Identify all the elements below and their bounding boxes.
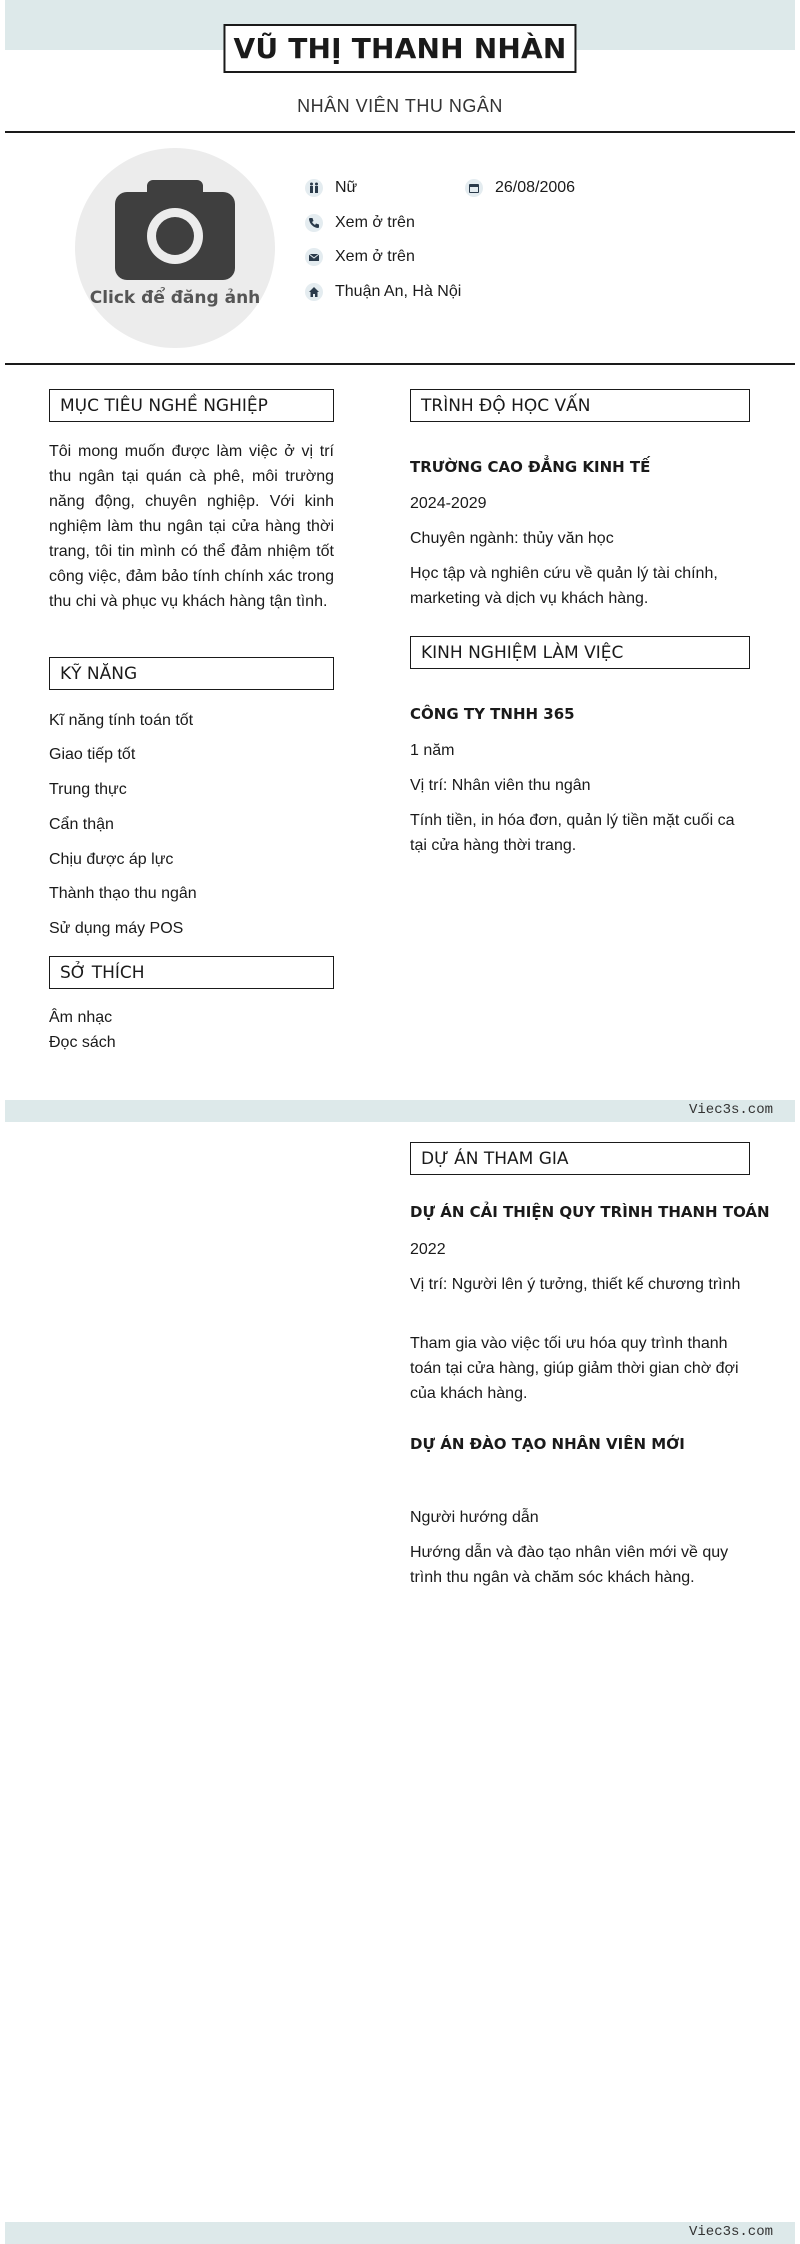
skill-item: Kĩ năng tính toán tốt bbox=[49, 712, 194, 729]
education-period: 2024-2029 bbox=[410, 495, 487, 512]
skill-item: Thành thạo thu ngân bbox=[49, 885, 197, 902]
education-heading: TRÌNH ĐỘ HỌC VẤN bbox=[410, 389, 750, 422]
objective-text: Tôi mong muốn được làm việc ở vị trí thu ngân tại quán cà phê, môi trường năng động, chuyên nghiệp. Với kinh nghiệm làm thu ngân tại cửa hàng thời trang, tôi tin mình có thể đảm nhiệm tốt công việc, đảm bảo tính chính xác trong thu chi và phục vụ khách hàng tận tình. bbox=[49, 443, 334, 610]
experience-heading: KINH NGHIỆM LÀM VIỆC bbox=[410, 636, 750, 669]
education-major: Chuyên ngành: thủy văn học bbox=[410, 530, 614, 547]
avatar-upload[interactable] bbox=[75, 148, 275, 348]
header-divider bbox=[5, 131, 795, 133]
job-title: NHÂN VIÊN THU NGÂN bbox=[297, 96, 503, 116]
address-info bbox=[305, 283, 461, 301]
email-value: Xem ở trên bbox=[335, 248, 415, 265]
camera-icon bbox=[115, 176, 235, 280]
objective-heading: MỤC TIÊU NGHỀ NGHIỆP bbox=[49, 389, 334, 422]
education-school: TRƯỜNG CAO ĐẲNG KINH TẾ bbox=[410, 458, 651, 476]
email-icon bbox=[305, 248, 323, 266]
experience-duration: 1 năm bbox=[410, 742, 455, 759]
experience-position: Vị trí: Nhân viên thu ngân bbox=[410, 777, 591, 794]
candidate-name: VŨ THỊ THANH NHÀN bbox=[223, 24, 576, 73]
project-description: Hướng dẫn và đào tạo nhân viên mới về quy trình thu ngân và chăm sóc khách hàng. bbox=[410, 1544, 729, 1586]
phone-info bbox=[305, 214, 415, 232]
project-role: Vị trí: Người lên ý tưởng, thiết kế chương trình bbox=[410, 1276, 741, 1293]
hobbies-heading: SỞ THÍCH bbox=[49, 956, 334, 989]
birthdate-value: 26/08/2006 bbox=[495, 179, 576, 196]
skill-item: Trung thực bbox=[49, 781, 127, 798]
hobby-item: Âm nhạc bbox=[49, 1009, 113, 1026]
skills-heading: KỸ NĂNG bbox=[49, 657, 334, 690]
gender-icon bbox=[305, 179, 323, 197]
gender-info bbox=[305, 179, 357, 197]
site-watermark: Viec3s.com bbox=[688, 1102, 773, 1118]
project-name: DỰ ÁN ĐÀO TẠO NHÂN VIÊN MỚI bbox=[410, 1435, 685, 1453]
address-value: Thuận An, Hà Nội bbox=[335, 283, 462, 300]
skill-item: Cẩn thận bbox=[49, 816, 114, 833]
project-year: 2022 bbox=[410, 1241, 446, 1258]
projects-heading: DỰ ÁN THAM GIA bbox=[410, 1142, 750, 1175]
experience-description: Tính tiền, in hóa đơn, quản lý tiền mặt cuối ca tại cửa hàng thời trang. bbox=[410, 812, 735, 854]
home-icon bbox=[305, 283, 323, 301]
phone-icon bbox=[305, 214, 323, 232]
experience-company: CÔNG TY TNHH 365 bbox=[410, 705, 575, 723]
avatar-caption: Click để đăng ảnh bbox=[89, 288, 261, 308]
phone-value: Xem ở trên bbox=[335, 214, 415, 231]
skill-item: Chịu được áp lực bbox=[49, 851, 174, 868]
education-description: Học tập và nghiên cứu về quản lý tài chính, marketing và dịch vụ khách hàng. bbox=[410, 565, 718, 607]
skill-item: Giao tiếp tốt bbox=[49, 746, 136, 763]
gender-value: Nữ bbox=[335, 179, 358, 196]
calendar-icon bbox=[465, 179, 483, 197]
info-divider bbox=[5, 363, 795, 365]
project-description: Tham gia vào việc tối ưu hóa quy trình thanh toán tại cửa hàng, giúp giảm thời gian chờ đợi của khách hàng. bbox=[410, 1335, 739, 1402]
page-footer-band bbox=[5, 2222, 795, 2244]
site-watermark: Viec3s.com bbox=[688, 2224, 773, 2240]
skill-item: Sử dụng máy POS bbox=[49, 920, 184, 937]
project-role: Người hướng dẫn bbox=[410, 1509, 539, 1526]
page-break-band bbox=[5, 1100, 795, 1122]
project-name: DỰ ÁN CẢI THIỆN QUY TRÌNH THANH TOÁN bbox=[410, 1203, 770, 1221]
birthdate-info bbox=[465, 179, 575, 197]
email-info bbox=[305, 248, 415, 266]
hobby-item: Đọc sách bbox=[49, 1034, 116, 1051]
